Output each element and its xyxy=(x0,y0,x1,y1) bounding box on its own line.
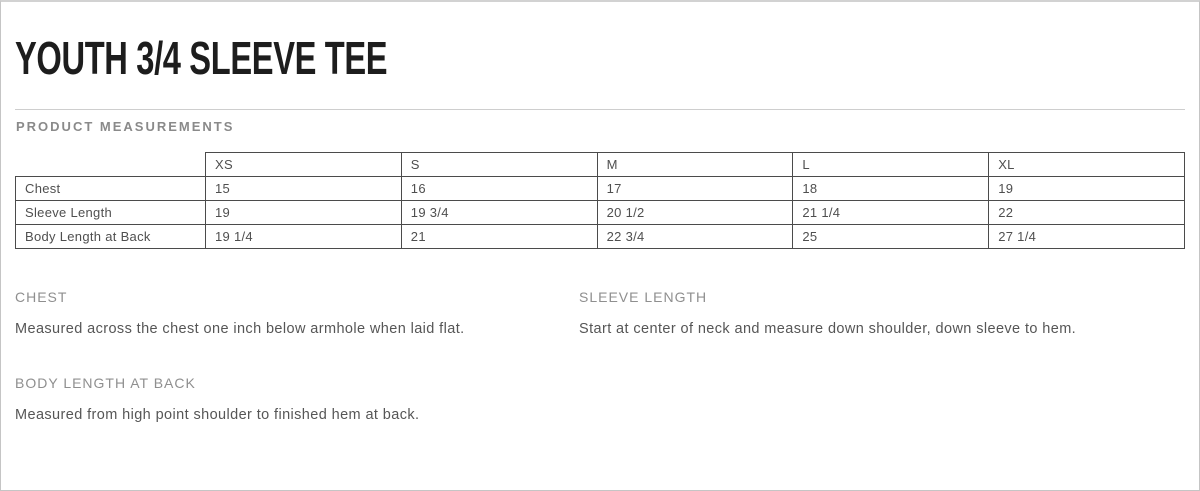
measurement-cell: 17 xyxy=(597,177,793,201)
measurement-cell: 22 3/4 xyxy=(597,225,793,249)
measurement-cell: 19 3/4 xyxy=(401,201,597,225)
definition-text-sleeve-length: Start at center of neck and measure down shoulder, down sleeve to hem. xyxy=(579,321,1077,337)
table-header-row xyxy=(16,153,1185,177)
definition-chest xyxy=(15,289,579,343)
definition-text-chest: Measured across the chest one inch below armhole when laid flat. xyxy=(15,321,465,337)
table-row-sleeve-length xyxy=(16,201,1185,225)
measurement-cell: 19 xyxy=(989,177,1185,201)
page-title: YOUTH 3/4 SLEEVE TEE xyxy=(15,32,388,84)
definition-heading-body-length-at-back: BODY LENGTH AT BACK xyxy=(15,375,196,391)
measurement-cell: 19 xyxy=(206,201,402,225)
measurement-cell: 22 xyxy=(989,201,1185,225)
size-column-header-xs: XS xyxy=(206,153,402,177)
section-heading: PRODUCT MEASUREMENTS xyxy=(16,119,235,134)
definition-sleeve-length xyxy=(579,289,1185,343)
row-label-chest: Chest xyxy=(16,177,206,201)
measurement-cell: 21 1/4 xyxy=(793,201,989,225)
measurement-cell: 21 xyxy=(401,225,597,249)
definition-text-body-length-at-back: Measured from high point shoulder to finished hem at back. xyxy=(15,407,420,423)
size-column-header-l: L xyxy=(793,153,989,177)
row-label-sleeve-length: Sleeve Length xyxy=(16,201,206,225)
definition-body-length-at-back xyxy=(15,375,579,429)
definition-heading-sleeve-length: SLEEVE LENGTH xyxy=(579,289,708,305)
measurement-cell: 15 xyxy=(206,177,402,201)
measurements-table xyxy=(15,152,1185,249)
row-label-body-length-at-back: Body Length at Back xyxy=(16,225,206,249)
measurement-cell: 19 1/4 xyxy=(206,225,402,249)
measurement-cell: 20 1/2 xyxy=(597,201,793,225)
table-row-body-length-at-back xyxy=(16,225,1185,249)
definition-heading-chest: CHEST xyxy=(15,289,68,305)
measurement-cell: 25 xyxy=(793,225,989,249)
table-row-chest xyxy=(16,177,1185,201)
table-corner-cell xyxy=(16,153,206,177)
size-column-header-s: S xyxy=(401,153,597,177)
measurement-cell: 18 xyxy=(793,177,989,201)
size-column-header-xl: XL xyxy=(989,153,1185,177)
measurement-cell: 16 xyxy=(401,177,597,201)
measurement-cell: 27 1/4 xyxy=(989,225,1185,249)
measurement-definitions xyxy=(15,289,1185,429)
divider xyxy=(15,109,1185,110)
size-column-header-m: M xyxy=(597,153,793,177)
